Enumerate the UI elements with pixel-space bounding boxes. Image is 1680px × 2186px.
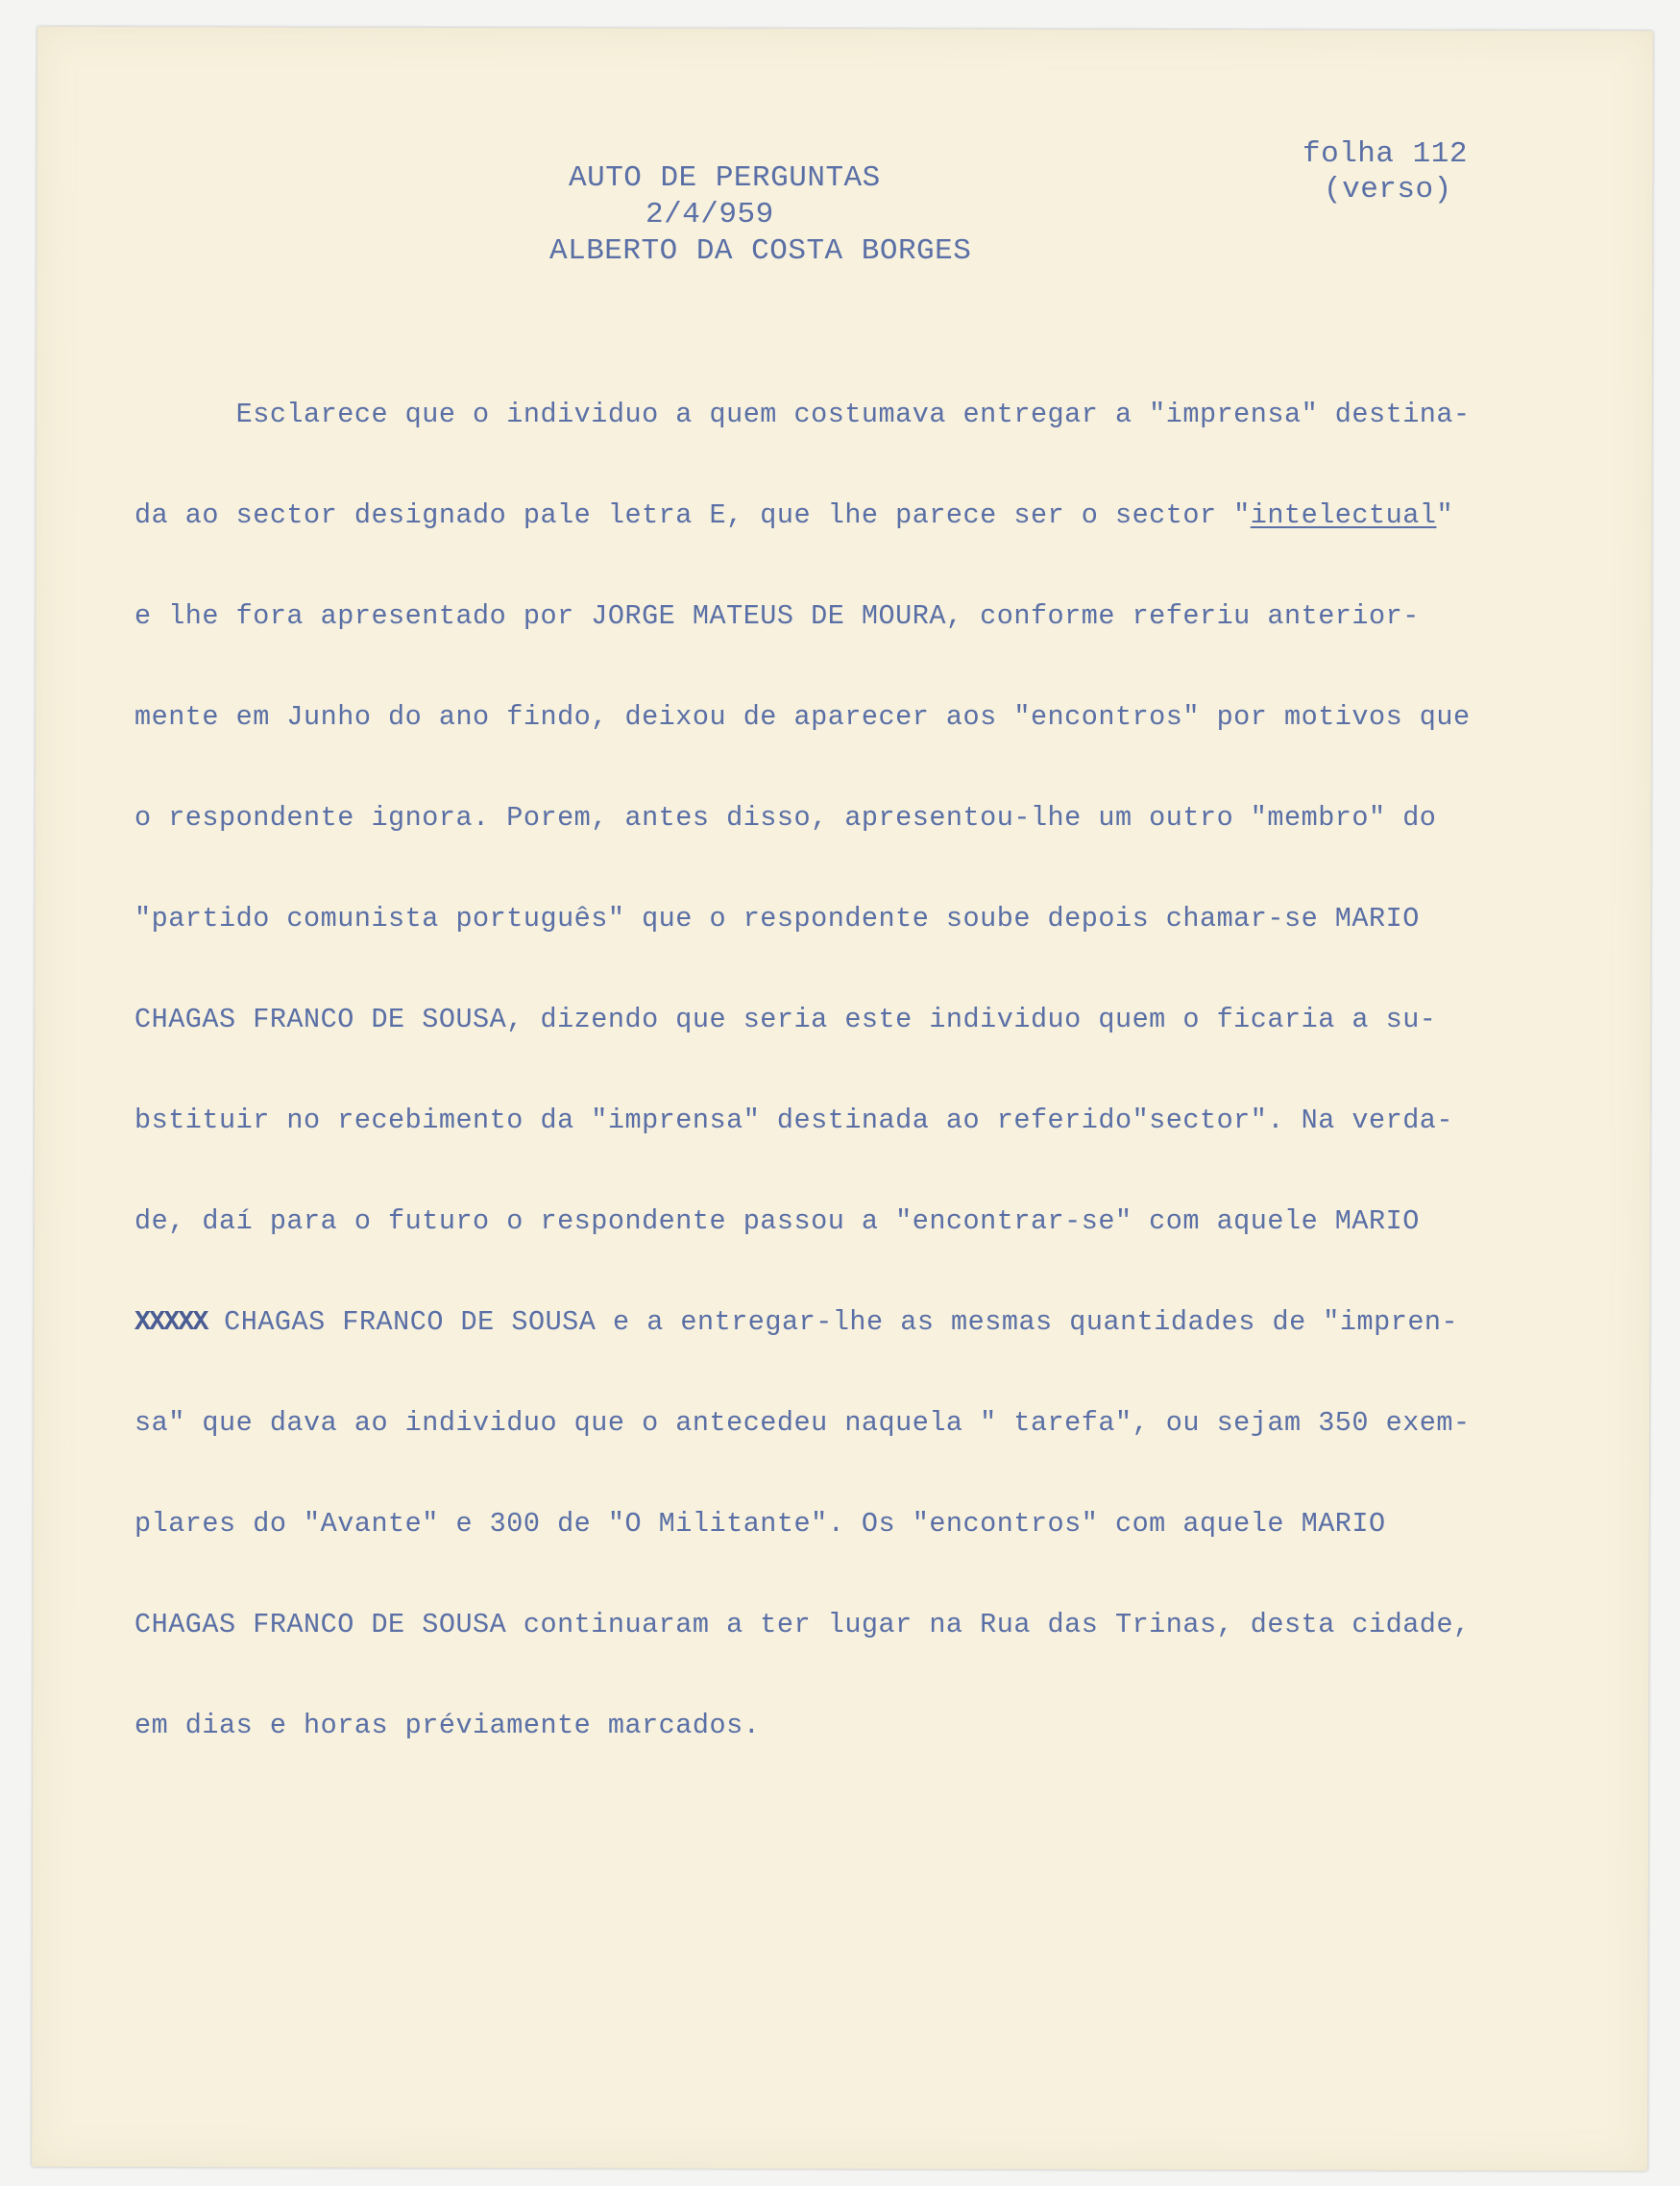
body-line: de, daí para o futuro o respondente passou a "encontrar-se" com aquele MARIO (134, 1205, 1420, 1237)
body-line: e lhe fora apresentado por JORGE MATEUS DE MOURA, conforme referiu anterior- (134, 600, 1420, 632)
body-text-segment: da ao sector designado pale letra E, que lhe parece ser o sector " (134, 499, 1251, 531)
body-line: plares do "Avante" e 300 de "O Militante". Os "encontros" com aquele MARIO (134, 1508, 1386, 1540)
document-title: AUTO DE PERGUNTAS (569, 161, 881, 195)
body-line: mente em Junho do ano findo, deixou de aparecer aos "encontros" por motivos que (134, 701, 1471, 733)
body-text-segment: " (1436, 499, 1454, 531)
underlined-word: intelectual (1250, 499, 1437, 531)
body-line: sa" que dava ao individuo que o antecedeu naquela " tarefa", ou sejam 350 exem- (134, 1407, 1471, 1439)
body-line: o respondente ignora. Porem, antes disso, apresentou-lhe um outro "membro" do (134, 802, 1437, 834)
statement-body (134, 330, 1633, 1776)
body-line: Esclarece que o individuo a quem costumava entregar a "imprensa" destina- (134, 399, 1471, 430)
document-date: 2/4/959 (645, 198, 774, 231)
body-line: em dias e horas préviamente marcados. (134, 1710, 761, 1741)
folio-number: folha 112 (1303, 137, 1468, 171)
body-line: bstituir no recebimento da "imprensa" destinada ao referido"sector". Na verda- (134, 1105, 1454, 1136)
struck-out-text: XXXXX (134, 1306, 207, 1338)
body-text-segment: CHAGAS FRANCO DE SOUSA e a entregar-lhe as mesmas quantidades de "impren- (207, 1306, 1459, 1338)
body-line: CHAGAS FRANCO DE SOUSA continuaram a ter lugar na Rua das Trinas, desta cidade, (134, 1609, 1471, 1640)
body-line (134, 1305, 1633, 1339)
body-line: "partido comunista português" que o respondente soube depois chamar-se MARIO (134, 903, 1420, 935)
body-line (134, 498, 1633, 532)
folio-side: (verso) (1324, 173, 1452, 206)
respondent-name: ALBERTO DA COSTA BORGES (549, 234, 972, 268)
body-line: CHAGAS FRANCO DE SOUSA, dizendo que seria este individuo quem o ficaria a su- (134, 1004, 1437, 1035)
